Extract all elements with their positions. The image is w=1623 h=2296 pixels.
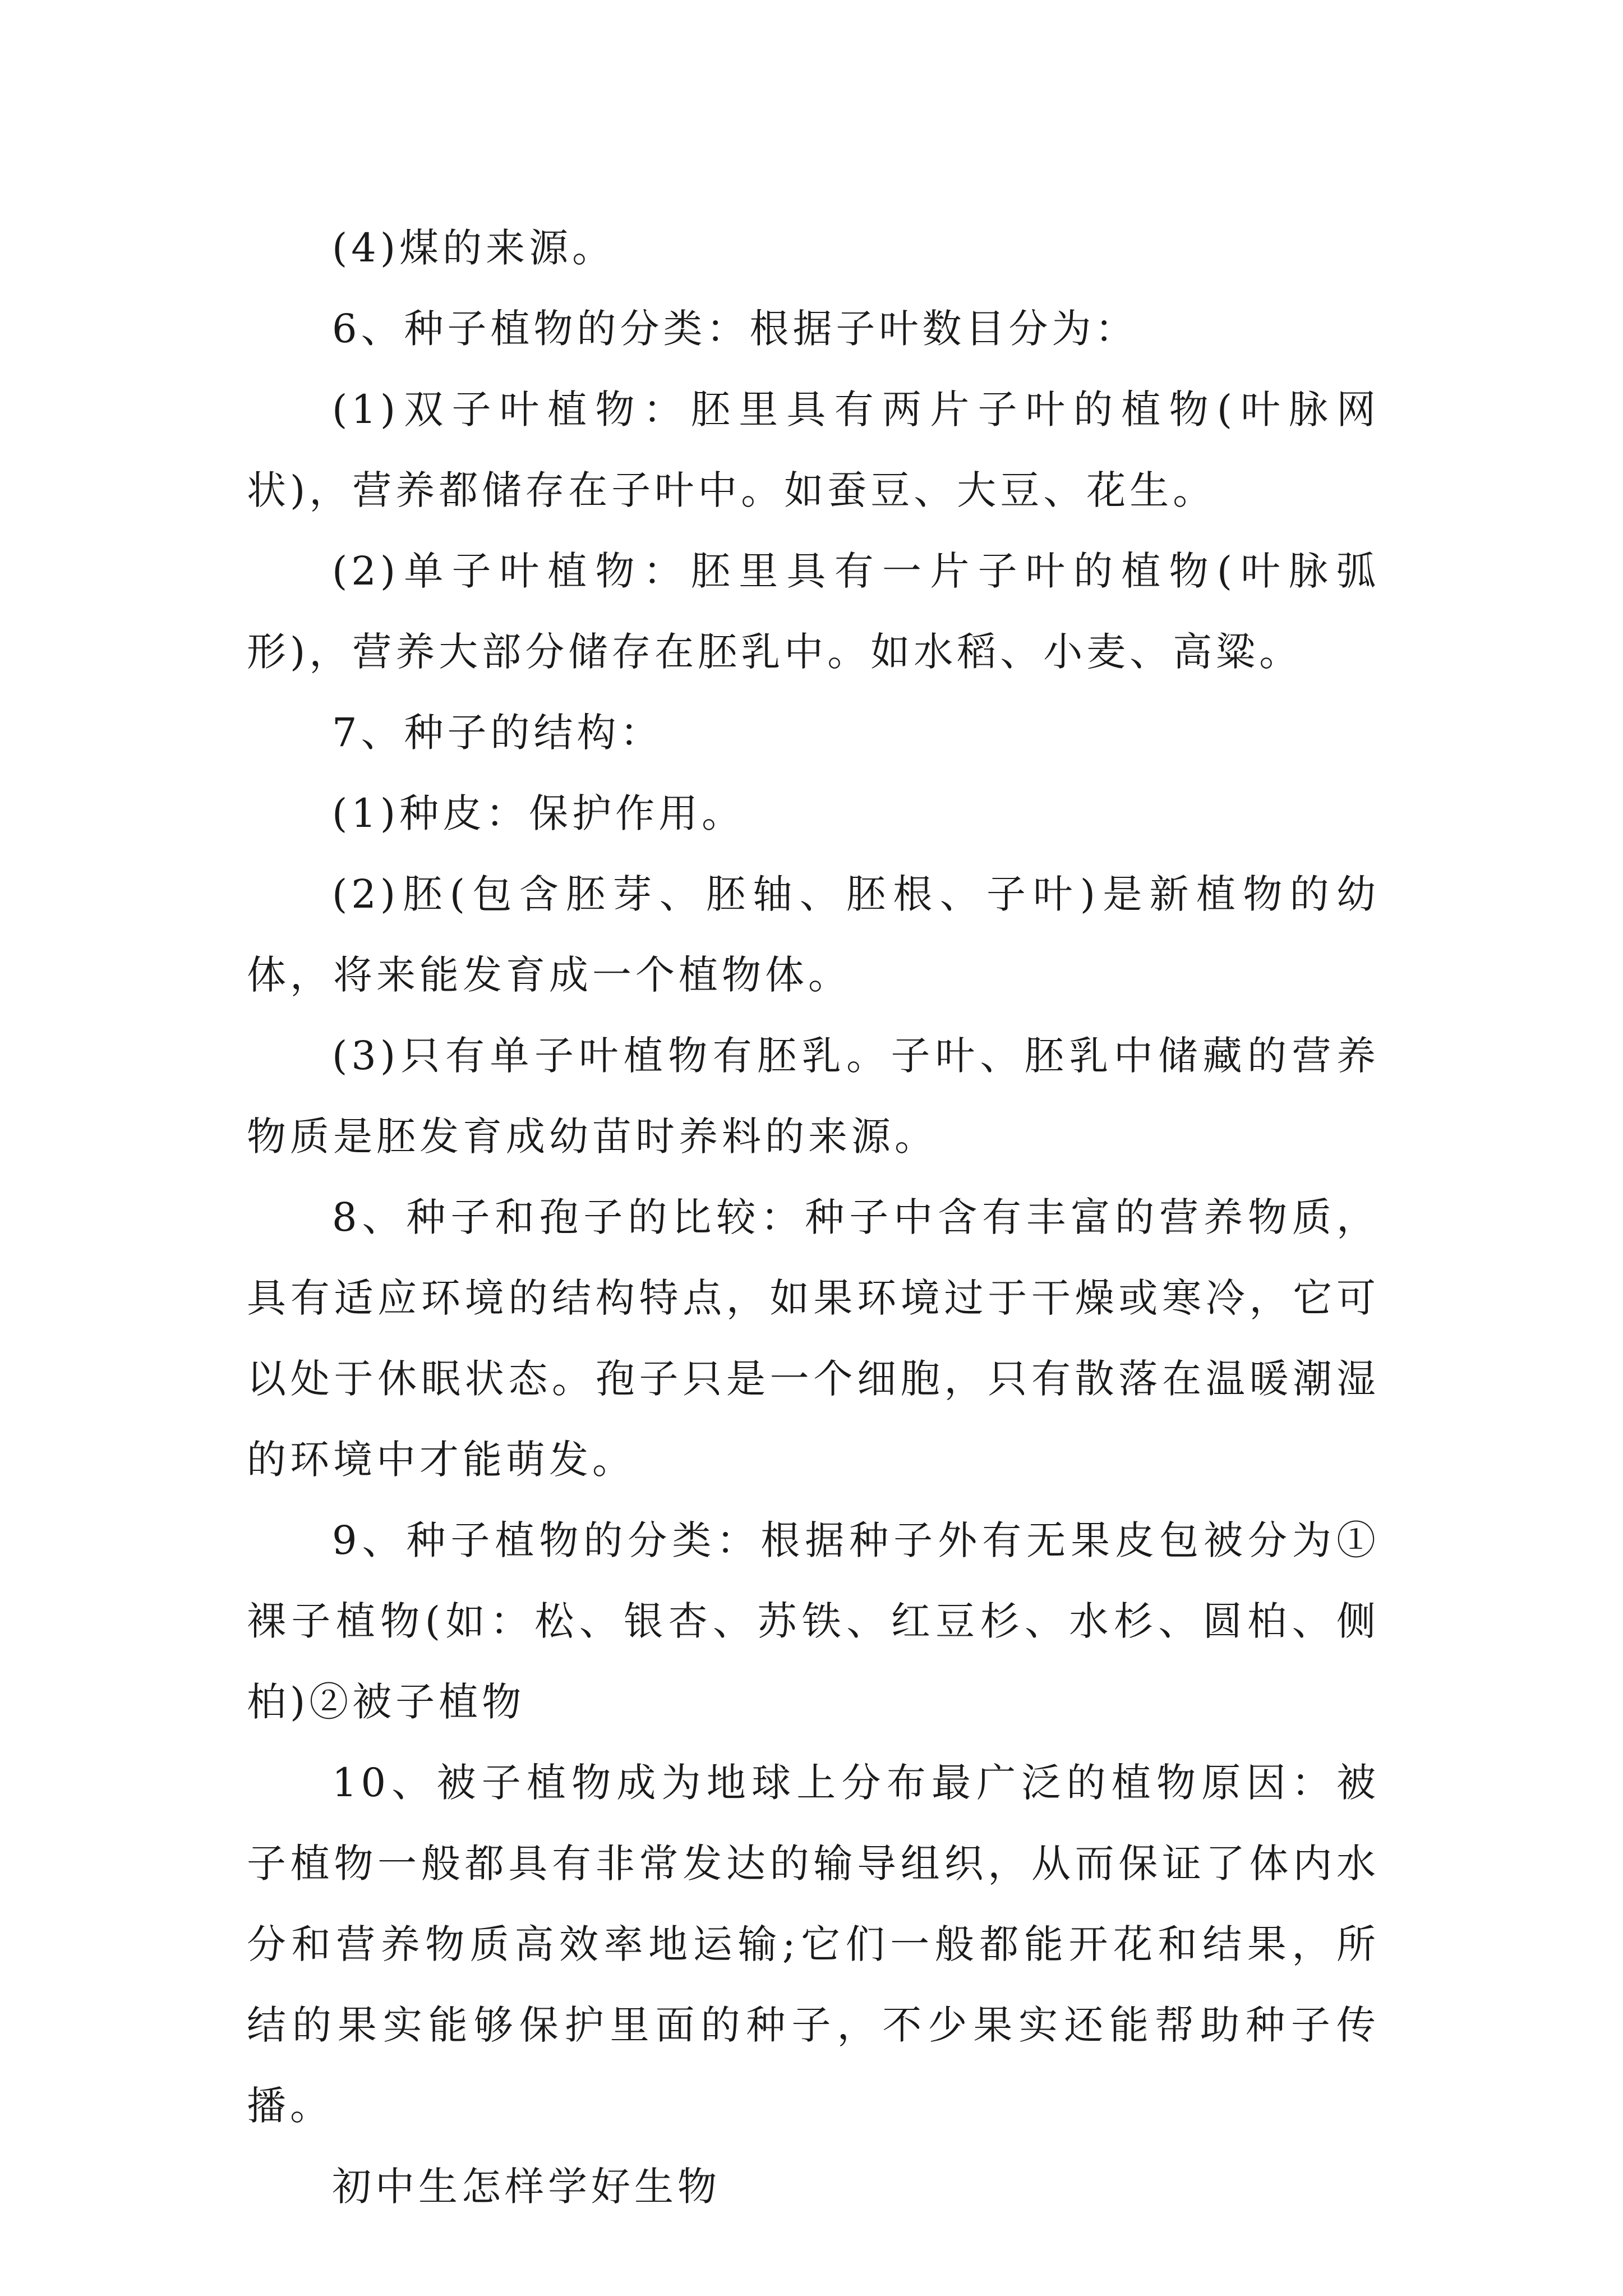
paragraph-seed-plant-classification-cotyledon: 6、种子植物的分类：根据子叶数目分为： [332,306,1138,352]
paragraph-seed-vs-spore: 8、种子和孢子的比较：种子中含有丰富的营养物质，具有适应环境的结构特点，如果环境过于干燥或寒冷，它可以处于休眠状态。孢子只是一个细胞，只有散落在温暖潮湿的环境中才能萌发。 [247,1194,1380,1483]
paragraph-seed-plant-classification-pericarp: 9、种子植物的分类：根据种子外有无果皮包被分为①裸子植物(如：松、银杏、苏铁、红豆杉、水杉、圆柏、侧柏)②被子植物 [247,1517,1380,1725]
paragraph-study-biology-heading: 初中生怎样学好生物 [332,2164,721,2210]
paragraph-coal-source: (4)煤的来源。 [332,225,616,271]
paragraph-monocotyledon: (2)单子叶植物：胚里具有一片子叶的植物(叶脉弧形)，营养大部分储存在胚乳中。如水稻、小麦、高粱。 [247,548,1380,675]
paragraph-endosperm: (3)只有单子叶植物有胚乳。子叶、胚乳中储藏的营养物质是胚发育成幼苗时养料的来源。 [247,1033,1380,1159]
paragraph-seed-coat: (1)种皮：保护作用。 [332,790,745,836]
document-body [247,208,1380,2227]
paragraph-embryo: (2)胚(包含胚芽、胚轴、胚根、子叶)是新植物的幼体，将来能发育成一个植物体。 [247,871,1380,998]
paragraph-angiosperm-distribution: 10、被子植物成为地球上分布最广泛的植物原因：被子植物一般都具有非常发达的输导组织，从而保证了体内水分和营养物质高效率地运输;它们一般都能开花和结果，所结的果实能够保护里面的种子，不少果实还能帮助种子传播。 [247,1760,1380,2129]
paragraph-seed-structure: 7、种子的结构： [332,710,663,756]
paragraph-dicotyledon: (1)双子叶植物：胚里具有两片子叶的植物(叶脉网状)，营养都储存在子叶中。如蚕豆、大豆、花生。 [247,386,1380,513]
